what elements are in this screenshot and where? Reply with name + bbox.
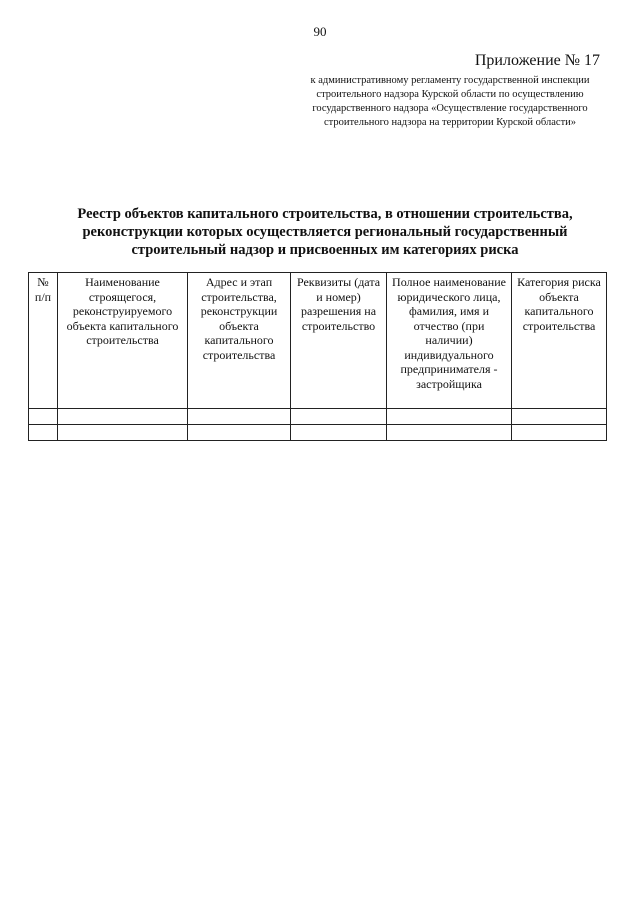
table-cell <box>387 425 512 441</box>
column-header-permit-details: Реквизиты (дата и номер) разрешения на строительство <box>291 273 387 409</box>
table-cell <box>29 425 58 441</box>
table-cell <box>512 409 607 425</box>
table-cell <box>188 409 291 425</box>
table-cell <box>58 425 188 441</box>
table-cell <box>291 425 387 441</box>
column-header-number: № п/п <box>29 273 58 409</box>
table-cell <box>29 409 58 425</box>
column-header-address-stage: Адрес и этап строительства, реконструкции объекта капитального строительства <box>188 273 291 409</box>
document-title <box>40 205 610 259</box>
appendix-subtitle-line: строительного надзора Курской области по осуществлению <box>316 89 584 100</box>
column-header-object-name: Наименование строящегося, реконструируемого объекта капитального строительства <box>58 273 188 409</box>
appendix-subtitle-line: строительного надзора на территории Курской области» <box>323 117 577 128</box>
page-number: 90 <box>313 24 327 39</box>
appendix-subtitle-line: государственного надзора «Осуществление государственного <box>312 103 588 114</box>
table-cell <box>512 425 607 441</box>
appendix-subtitle <box>300 74 600 130</box>
table-cell <box>387 409 512 425</box>
table-row <box>29 409 607 425</box>
appendix-subtitle-line: к административному регламенту государственной инспекции <box>310 75 590 86</box>
register-table <box>28 272 607 441</box>
document-title-line: строительный надзор и присвоенных им категориях риска <box>131 242 519 258</box>
column-header-risk-category: Категория риска объекта капитального строительства <box>512 273 607 409</box>
document-title-line: реконструкции которых осуществляется региональный государственный <box>82 224 568 240</box>
table-cell <box>188 425 291 441</box>
column-header-developer: Полное наименование юридического лица, фамилия, имя и отчество (при наличии) индивидуального предпринимателя - застройщика <box>387 273 512 409</box>
table-header-row <box>29 273 607 409</box>
appendix-title: Приложение № 17 <box>474 52 600 69</box>
table-cell <box>291 409 387 425</box>
table-row <box>29 425 607 441</box>
document-title-line: Реестр объектов капитального строительства, в отношении строительства, <box>77 206 573 222</box>
table-cell <box>58 409 188 425</box>
